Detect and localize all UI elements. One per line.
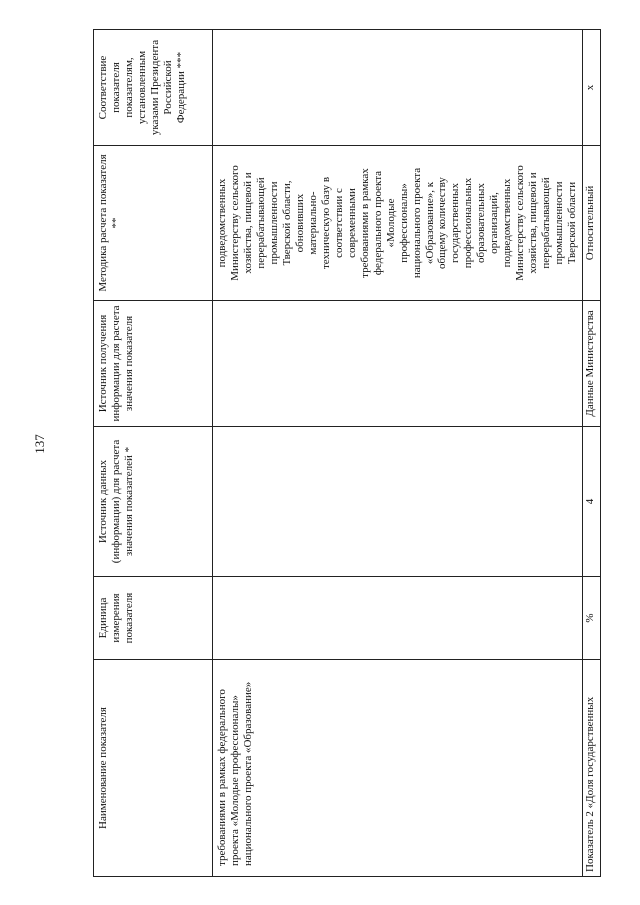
cell-methodology: подведомственных Министерству сельского хозяйства, пищевой и перерабатывающей промышленности Тверской области, обновивших материально- техническую базу в соответствии с современными требованиями в рамках федерального проекта «Молодые профессионалы» национального проекта «Образование», к общему количеству государственных профессиональных образовательных организаций, подведомственных Министерству сельского хозяйства, пищевой и перерабатывающей промышленности Тверской области bbox=[213, 146, 583, 301]
cell-name: требованиями в рамках федерального проекта «Молодые профессионалы» национального проекта «Образование» bbox=[213, 660, 583, 877]
cell-name: Показатель 2 «Доля государственных bbox=[583, 660, 601, 877]
cell-compliance: x bbox=[583, 30, 601, 146]
cell-source-receiving: Данные Министерства bbox=[583, 301, 601, 427]
cell-unit bbox=[213, 577, 583, 660]
header-name: Наименование показателя bbox=[94, 660, 213, 877]
header-source-data: Источник данных (информации) для расчета значения показателей * bbox=[94, 427, 213, 577]
indicator-table-rotated bbox=[93, 30, 597, 877]
cell-methodology: Относительный bbox=[583, 146, 601, 301]
table-header-row bbox=[94, 30, 213, 877]
cell-compliance bbox=[213, 30, 583, 146]
cell-source-data bbox=[213, 427, 583, 577]
page-number: 137 bbox=[32, 434, 47, 454]
header-source-receiving: Источник получения информации для расчета значения показателя bbox=[94, 301, 213, 427]
cell-unit: % bbox=[583, 577, 601, 660]
cell-source-data: 4 bbox=[583, 427, 601, 577]
header-unit: Единица измерения показателя bbox=[94, 577, 213, 660]
indicator-table bbox=[93, 29, 601, 877]
table-row bbox=[213, 30, 583, 877]
cell-source-receiving bbox=[213, 301, 583, 427]
header-compliance: Соответствие показателя показателям, установленным указами Президента Российской Федерации *** bbox=[94, 30, 213, 146]
table-row bbox=[583, 30, 601, 877]
header-methodology: Методика расчета показателя ** bbox=[94, 146, 213, 301]
